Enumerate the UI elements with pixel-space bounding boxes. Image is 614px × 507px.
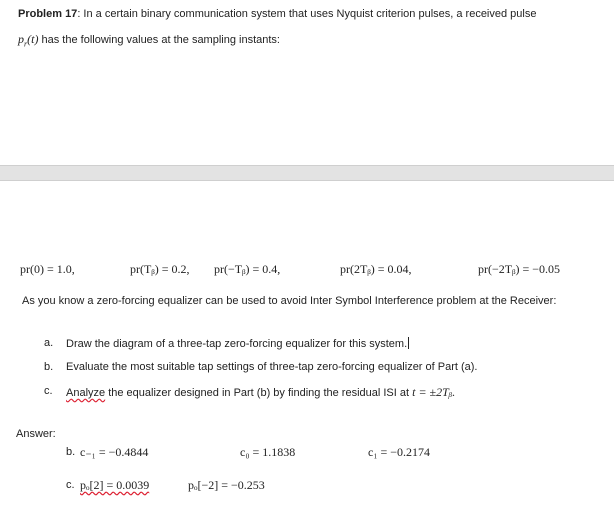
residual-isi-p2: pₒ[2] = 0.0039	[80, 478, 150, 492]
page-divider	[0, 165, 614, 181]
task-a-marker: a.	[44, 337, 54, 349]
answer-c-marker: c.	[66, 479, 75, 491]
task-c-marker: c.	[44, 385, 53, 397]
task-c-text: Analyze the equalizer designed in Part (b) by finding the residual ISI at t = ±2Tᵦ.	[66, 385, 456, 399]
problem-line-1	[18, 8, 536, 20]
pulse-symbol: $p_r(t)$	[18, 32, 39, 49]
problem-text-1: : In a certain binary communication system that uses Nyquist criterion pulses, a received pulse	[77, 8, 537, 20]
value-pm2: pr(−2Tᵦ) = −0.05	[478, 262, 561, 276]
tap-c1: c₁ = −0.2174	[368, 445, 431, 459]
problem-label: Problem 17	[18, 8, 78, 20]
task-a-text: Draw the diagram of a three-tap zero-forcing equalizer for this system.	[66, 338, 408, 350]
value-p1: pr(Tᵦ) = 0.2,	[130, 262, 190, 276]
tap-c0: c₀ = 1.1838	[240, 445, 296, 459]
tap-c-minus1: c₋₁ = −0.4844	[80, 445, 149, 459]
spellcheck-word[interactable]: Analyze	[66, 387, 106, 399]
task-b-text: Evaluate the most suitable tap settings of three-tap zero-forcing equalizer of Part (a).	[66, 361, 478, 373]
residual-isi-pm2: pₒ[−2] = −0.253	[188, 478, 265, 492]
text-cursor	[408, 337, 409, 349]
answer-b-marker: b.	[66, 446, 76, 458]
value-pm1: pr(−Tᵦ) = 0.4,	[214, 262, 281, 276]
task-b-marker: b.	[44, 361, 54, 373]
answer-label: Answer:	[16, 428, 56, 440]
value-p2: pr(2Tᵦ) = 0.04,	[340, 262, 412, 276]
value-p0: pr(0) = 1.0,	[20, 262, 75, 276]
problem-line-2	[18, 32, 280, 48]
intro-text: As you know a zero-forcing equalizer can be used to avoid Inter Symbol Interference problem at the Receiver:	[22, 295, 557, 307]
problem-text-2: has the following values at the sampling instants:	[38, 34, 280, 46]
